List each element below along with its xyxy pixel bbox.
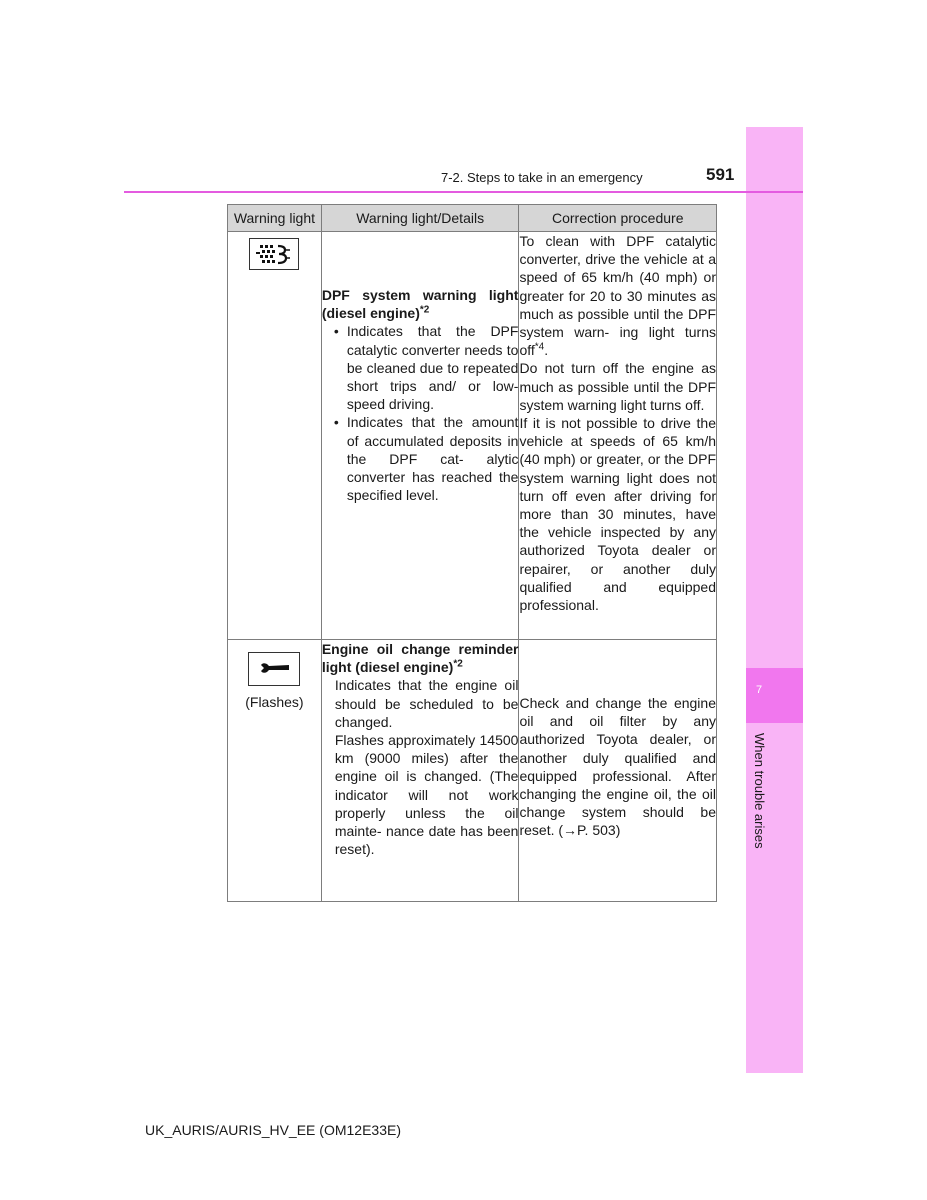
oil-correction-cell xyxy=(519,640,717,902)
chapter-tab-marker xyxy=(746,668,803,723)
table-row xyxy=(228,640,717,902)
flashes-caption: (Flashes) xyxy=(245,694,304,711)
chapter-number: 7 xyxy=(756,684,763,696)
warning-light-cell xyxy=(228,640,322,902)
column-header-warning-light: Warning light xyxy=(228,205,322,232)
table-row xyxy=(228,232,717,640)
dpf-warning-icon xyxy=(249,238,299,270)
manual-code: UK_AURIS/AURIS_HV_EE (OM12E33E) xyxy=(145,1122,401,1138)
warning-light-cell xyxy=(228,232,322,640)
oil-correction-paragraph: Check and change the engine oil and oil filter by any authorized Toyota dealer, or another duly qualified and equipped professional. After changing the engine oil, the oil change system should be reset. (→P. 503) xyxy=(519,695,716,839)
section-title: 7-2. Steps to take in an emergency xyxy=(441,170,643,185)
column-header-correction: Correction procedure xyxy=(519,205,717,232)
oil-details-cell xyxy=(321,640,519,902)
dpf-details-cell xyxy=(321,232,519,640)
table-header-row xyxy=(228,205,717,232)
header-rule xyxy=(124,191,803,193)
footnote-ref: *4 xyxy=(534,341,545,353)
warning-light-table xyxy=(227,204,717,902)
column-header-details: Warning light/Details xyxy=(321,205,519,232)
oil-details-text: Flashes approximately 14500 km (9000 miles) after the engine oil is changed. (The indicator will not work properly unless the oil mainte- nance date has been reset). xyxy=(334,732,519,858)
oil-details-text: Indicates that the engine oil should be scheduled to be changed. xyxy=(334,677,519,730)
page-number: 591 xyxy=(706,165,735,184)
list-item: • Indicates that the DPF catalytic converter needs to be cleaned due to repeated short trips and/ or low-speed driving. xyxy=(347,322,519,413)
dpf-correction-paragraph: If it is not possible to drive the vehicle at speeds of 65 km/h (40 mph) or greater, or the DPF system warning light does not turn off even after driving for more than 30 minutes, have the vehicle inspected by any authorized Toyota dealer or repairer, or another duly qualified and equipped professional. xyxy=(519,415,716,614)
dpf-bullet-list xyxy=(322,322,519,504)
list-item: • Indicates that the amount of accumulated deposits in the DPF cat- alytic converter has reached the specified level. xyxy=(347,413,519,504)
dpf-correction-paragraph: To clean with DPF catalytic converter, drive the vehicle at a speed of 65 km/h (40 mph) or greater for 20 to 30 minutes as much as possible until the DPF system warn- ing light turns off$^{*4}$. xyxy=(519,233,716,359)
dpf-title: DPF system warning light (diesel engine)$^{*2}$ xyxy=(321,287,519,322)
wrench-icon xyxy=(248,652,300,686)
dpf-correction-cell xyxy=(519,232,717,640)
footnote-ref: *2 xyxy=(419,304,430,316)
dpf-correction-paragraph: Do not turn off the engine as much as possible until the DPF system warning light turns off. xyxy=(519,360,716,413)
footnote-ref: *2 xyxy=(453,658,463,670)
chapter-title: When trouble arises xyxy=(752,733,767,849)
chapter-side-tab xyxy=(746,127,803,1073)
oil-title: Engine oil change reminder light (diesel engine)$^{*2}$ xyxy=(321,641,519,676)
